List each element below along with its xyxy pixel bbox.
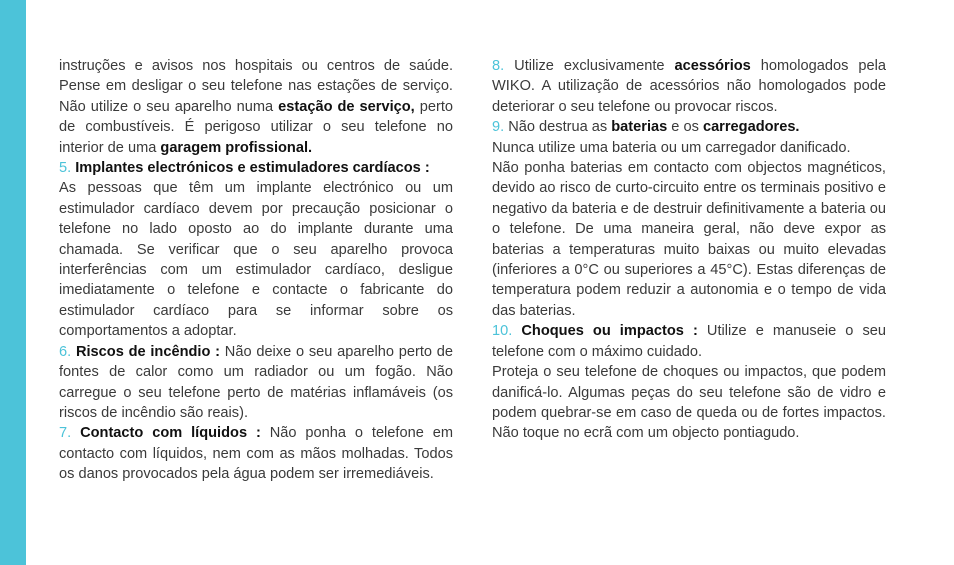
intro-text-1: instruções e avisos nos hospitais ou centros de saúde. Pense em desligar o seu telefone nas estações de serviço. Não utilize o seu aparelho numa: [59, 58, 453, 115]
section-9-body-1: Nunca utilize uma bateria ou um carregador danificado.: [492, 139, 851, 156]
section-8-text-1: Utilize exclusivamente: [504, 58, 675, 74]
section-5-number: 5.: [59, 160, 72, 177]
section-6: [59, 342, 453, 424]
gas-station-highlight: estação de serviço,: [278, 98, 415, 115]
intro-text-2: perto de combustíveis. É perigoso utilizar o seu telefone no interior de uma: [59, 98, 453, 156]
section-7-number: 7.: [59, 425, 72, 442]
section-5-title: Implantes electrónicos e estimuladores cardíacos :: [75, 160, 430, 177]
section-7-title: Contacto com líquidos :: [80, 425, 261, 442]
section-9-body-2: Não ponha baterias em contacto com objectos magnéticos, devido ao risco de curto-circuito entre os terminais positivo e negativo da bateria e de destruir definitivamente a bateria ou o telefone. De uma maneira geral, não deve expor as baterias a temperaturas muito baixas ou muito elevadas (inferiores a 0°C ou superiores a 45°C). Estas diferenças de temperatura podem reduzir a autonomia e o tempo de vida das baterias.: [492, 160, 886, 319]
section-9-text-2: e os: [667, 119, 703, 136]
section-5-heading: [59, 158, 453, 178]
batteries-highlight: baterias: [611, 119, 668, 136]
section-6-body: Não deixe o seu aparelho perto de fontes de calor como um radiador ou um fogão. Não carregue o seu telefone perto de matérias inflamáveis (os riscos de incêndio são reais).: [59, 343, 453, 421]
section-10-number: 10.: [492, 323, 513, 340]
section-8: [492, 56, 886, 117]
right-column: [492, 56, 886, 444]
section-7-body: Não ponha o telefone em contacto com líquidos, nem com as mãos molhadas. Todos os danos provocados pela água podem ser irremediáveis.: [59, 425, 453, 483]
section-8-text-2: homologados pela WIKO. A utilização de acessórios não homologados pode deteriorar o seu telefone ou provocar riscos.: [492, 58, 887, 115]
section-6-title: Riscos de incêndio :: [75, 343, 221, 360]
section-10: [492, 321, 886, 362]
section-9-text-1: Não destrua as: [504, 119, 612, 136]
section-6-number: 6.: [59, 343, 72, 360]
garage-highlight: garagem profissional.: [160, 139, 313, 156]
section-7: [59, 423, 453, 484]
chargers-highlight: carregadores.: [702, 119, 800, 136]
section-10-title: Choques ou impactos :: [521, 323, 698, 340]
section-5-body: As pessoas que têm um implante electrónico ou um estimulador cardíaco devem por precaução posicionar o telefone no lado oposto ao do implante durante uma chamada. Se verificar que o seu aparelho provoca interferências com um estimulador cardíaco, desligue imediatamente o telefone e contacte o fabricante do estimulador cardíaco para se informar sobre os comportamentos a adoptar.: [59, 180, 453, 340]
section-9-number: 9.: [492, 119, 505, 136]
section-9-heading: [492, 117, 886, 137]
left-column: [59, 56, 453, 485]
section-8-number: 8.: [492, 58, 505, 74]
side-accent-bar: [0, 0, 26, 565]
intro-paragraph: [59, 56, 453, 158]
section-10-body: Utilize e manuseie o seu telefone com o máximo cuidado.: [492, 323, 887, 360]
accessories-highlight: acessórios: [674, 58, 751, 74]
section-10-body-2: Proteja o seu telefone de choques ou impactos, que podem danificá-lo. Algumas peças do seu telefone são de vidro e podem quebrar-se em caso de queda ou de fortes impactos. Não toque no ecrã com um objecto pontiagudo.: [492, 364, 886, 442]
